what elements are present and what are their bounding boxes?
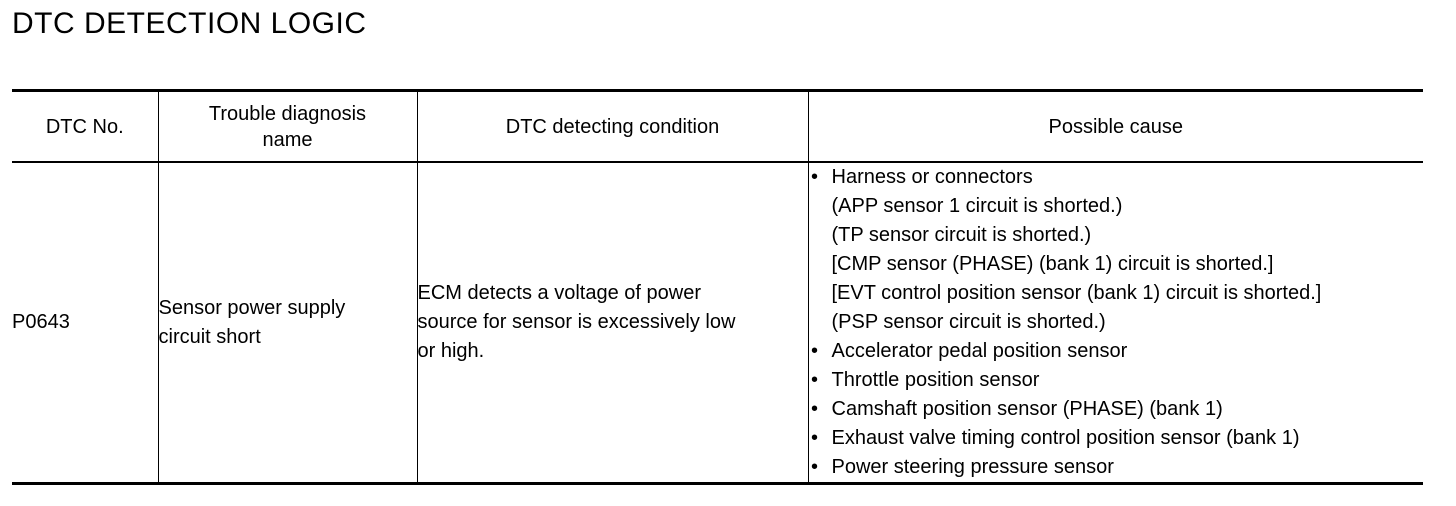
cause-item-throttle-position: [809, 366, 1424, 395]
condition-line-3: or high.: [417, 340, 485, 362]
cause-item-text: Power steering pressure sensor: [831, 456, 1114, 478]
cause-item-exhaust-valve-timing: [809, 424, 1424, 453]
bullet-icon: •: [810, 427, 818, 449]
cause-item-harness: [809, 163, 1424, 337]
trouble-name-line-1: Sensor power supply: [158, 296, 346, 319]
header-trouble-name-line-1: Trouble diagnosis: [208, 102, 367, 125]
possible-cause-list: [809, 163, 1424, 482]
header-dtc-no: DTC No.: [12, 91, 158, 163]
cause-sub-item: [CMP sensor (PHASE) (bank 1) circuit is shorted.]: [831, 253, 1274, 275]
cause-sub-item: (APP sensor 1 circuit is shorted.): [831, 195, 1123, 217]
cause-item-power-steering-pressure: [809, 453, 1424, 482]
cause-sub-item: (TP sensor circuit is shorted.): [831, 224, 1092, 246]
bullet-icon: •: [810, 398, 818, 420]
table-row: [12, 162, 1423, 484]
bullet-icon: •: [810, 166, 818, 188]
trouble-name-cell: [158, 162, 417, 484]
cause-item-text: Accelerator pedal position sensor: [831, 340, 1128, 362]
cause-sub-item: (PSP sensor circuit is shorted.): [831, 311, 1106, 333]
dtc-code-cell: P0643: [12, 311, 70, 333]
cause-item-text: Camshaft position sensor (PHASE) (bank 1): [831, 398, 1223, 420]
header-trouble-name-line-2: name: [262, 128, 313, 151]
cause-sub-item: [EVT control position sensor (bank 1) circuit is shorted.]: [831, 282, 1322, 304]
cause-item-text: Exhaust valve timing control position sensor (bank 1): [831, 427, 1300, 449]
cause-item-accelerator-pedal: [809, 337, 1424, 366]
table-header-row: [12, 91, 1423, 163]
detecting-condition-cell: [417, 162, 808, 484]
trouble-name-line-2: circuit short: [158, 325, 261, 348]
cause-item-text: Harness or connectors: [831, 166, 1033, 188]
condition-line-1: ECM detects a voltage of power: [417, 282, 701, 304]
header-trouble-diagnosis-name: [158, 91, 417, 163]
possible-cause-cell: [808, 162, 1423, 484]
cause-item-text: Throttle position sensor: [831, 369, 1040, 391]
header-detecting-condition: DTC detecting condition: [417, 91, 808, 163]
page-title: DTC DETECTION LOGIC: [12, 7, 367, 40]
header-possible-cause: Possible cause: [808, 91, 1423, 163]
bullet-icon: •: [810, 456, 818, 478]
cause-item-camshaft-position: [809, 395, 1424, 424]
dtc-detection-logic-table: [12, 89, 1423, 485]
condition-line-2: source for sensor is excessively low: [417, 311, 736, 333]
bullet-icon: •: [810, 369, 818, 391]
bullet-icon: •: [810, 340, 818, 362]
